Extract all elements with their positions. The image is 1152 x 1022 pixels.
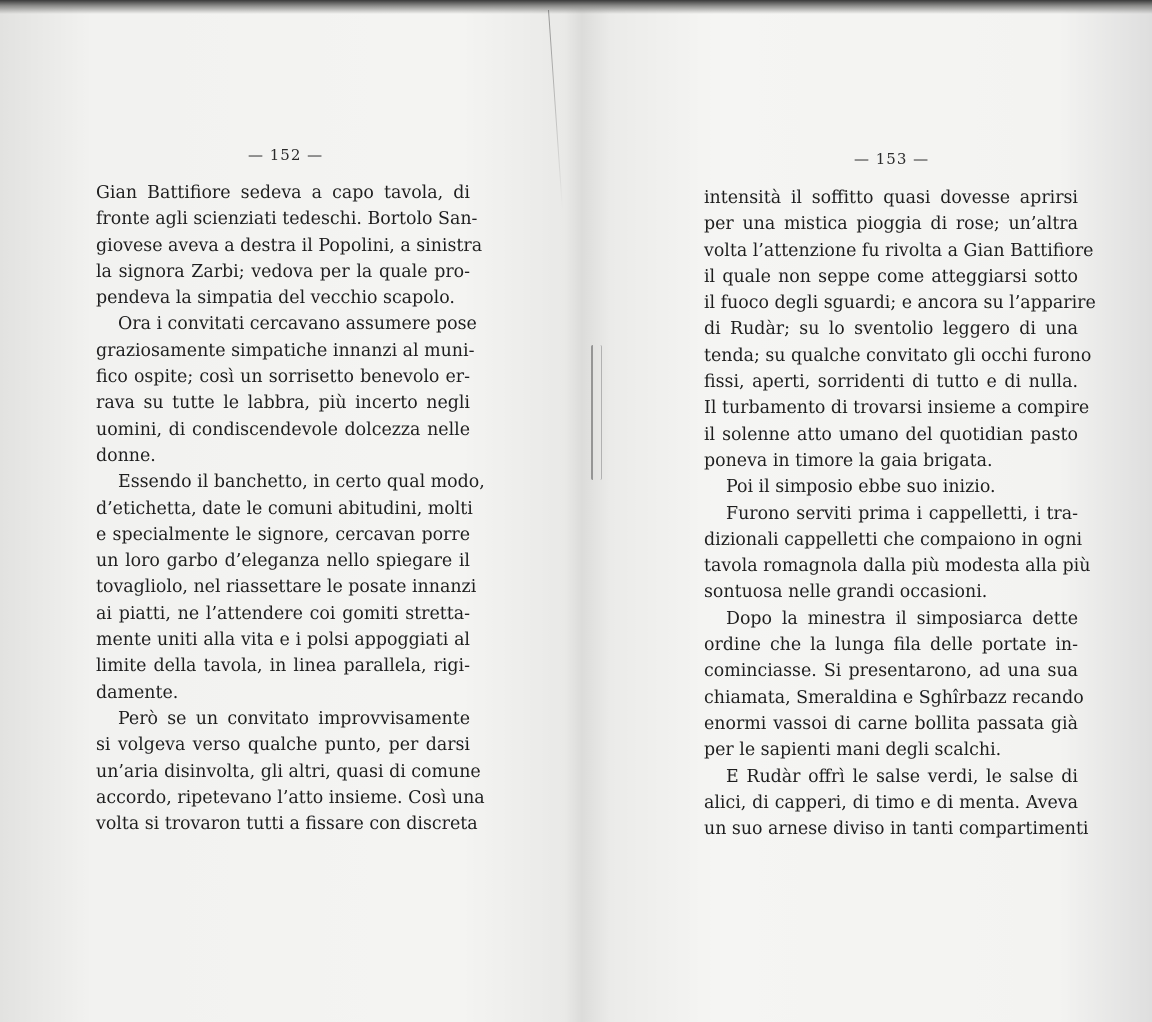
text-line: ai piatti, ne l’attendere coi gomiti stretta-: [96, 603, 470, 624]
text-line: per le sapienti mani degli scalchi.: [704, 740, 1002, 761]
text-line: il quale non seppe come atteggiarsi sotto: [704, 266, 1078, 287]
left-page: [0, 0, 560, 1022]
text-line: Poi il simposio ebbe suo inizio.: [726, 477, 996, 498]
text-line: Furono serviti prima i cappelletti, i tra-: [726, 503, 1078, 524]
text-line: sontuosa nelle grandi occasioni.: [704, 582, 988, 603]
text-line: ordine che la lunga fila delle portate in-: [704, 635, 1078, 656]
text-line: Però se un convitato improvvisamente: [118, 708, 470, 729]
text-line: tenda; su qualche convitato gli occhi furono: [704, 345, 1092, 366]
text-line: Gian Battifiore sedeva a capo tavola, di: [96, 183, 470, 203]
right-page-text: [704, 185, 1096, 842]
text-line: E Rudàr offrì le salse verdi, le salse di: [726, 766, 1078, 787]
left-page-text: [96, 180, 485, 837]
text-line: uomini, di condiscendevole dolcezza nelle: [96, 419, 470, 440]
text-line: fico ospite; così un sorrisetto benevolo er-: [96, 367, 470, 388]
text-line: per una mistica pioggia di rose; un’altra: [704, 214, 1078, 235]
text-line: mente uniti alla vita e i polsi appoggiati al: [96, 630, 470, 651]
text-line: chiamata, Smeraldina e Sghîrbazz recando: [704, 687, 1084, 708]
text-line: graziosamente simpatiche innanzi al muni-: [96, 340, 475, 361]
text-line: pendeva la simpatia del vecchio scapolo.: [96, 288, 455, 309]
text-line: limite della tavola, in linea parallela, rigi-: [96, 656, 470, 677]
text-line: volta si trovaron tutti a fissare con discreta: [96, 814, 478, 835]
text-line: il solenne atto umano del quotidian pasto: [704, 424, 1078, 445]
text-line: un loro garbo d’eleganza nello spiegare il: [96, 551, 470, 572]
text-line: e specialmente le signore, cercavan porre: [96, 524, 470, 545]
right-page: [576, 0, 1152, 1022]
text-line: il fuoco degli sguardi; e ancora su l’apparire: [704, 293, 1096, 314]
text-line: enormi vassoi di carne bollita passata già: [704, 713, 1078, 734]
text-line: poneva in timore la gaia brigata.: [704, 450, 993, 471]
text-line: alici, di capperi, di timo e di menta. Aveva: [704, 792, 1078, 813]
text-line: volta l’attenzione fu rivolta a Gian Battifiore: [704, 240, 1094, 261]
text-line: tavola romagnola dalla più modesta alla più: [704, 556, 1091, 577]
text-line: si volgeva verso qualche punto, per darsi: [96, 735, 470, 756]
page-number-left: — 152 —: [248, 146, 324, 164]
text-line: un’aria disinvolta, gli altri, quasi di comune: [96, 761, 481, 782]
text-line: damente.: [96, 682, 179, 703]
text-line: Dopo la minestra il simposiarca dette: [726, 608, 1078, 629]
text-line: donne.: [96, 445, 156, 466]
text-line: un suo arnese diviso in tanti compartimenti: [704, 819, 1089, 840]
text-line: Il turbamento di trovarsi insieme a compire: [704, 398, 1090, 419]
text-line: Essendo il banchetto, in certo qual modo,: [118, 472, 485, 493]
text-line: di Rudàr; su lo sventolio leggero di una: [704, 319, 1078, 340]
page-number-right: — 153 —: [854, 150, 930, 168]
text-line: d’etichetta, date le comuni abitudini, molti: [96, 498, 473, 519]
text-line: giovese aveva a destra il Popolini, a sinistra: [96, 235, 483, 256]
text-line: fronte agli scienziati tedeschi. Bortolo San-: [96, 209, 478, 230]
text-line: cominciasse. Si presentarono, ad una sua: [704, 661, 1078, 682]
text-line: intensità il soffitto quasi dovesse aprirsi: [704, 188, 1078, 208]
text-line: Ora i convitati cercavano assumere pose: [118, 314, 477, 335]
text-line: accordo, ripetevano l’atto insieme. Così una: [96, 787, 485, 808]
text-line: dizionali cappelletti che compaiono in ogni: [704, 529, 1083, 550]
text-line: la signora Zarbi; vedova per la quale pro-: [96, 261, 470, 282]
text-line: fissi, aperti, sorridenti di tutto e di nulla.: [704, 372, 1078, 393]
text-line: rava su tutte le labbra, più incerto negli: [96, 393, 470, 414]
text-line: tovagliolo, nel riassettare le posate innanzi: [96, 577, 477, 598]
